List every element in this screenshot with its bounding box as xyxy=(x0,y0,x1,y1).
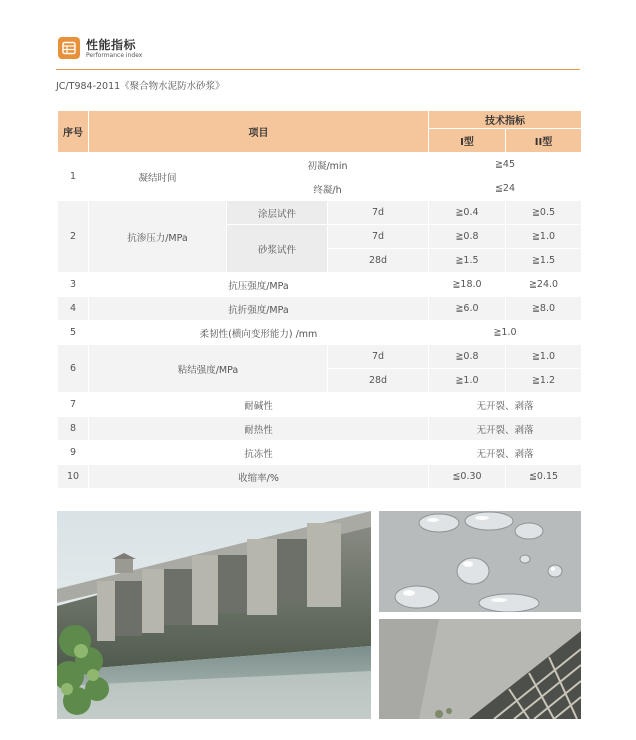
row-name: 柔韧性(横向变形能力) /mm xyxy=(89,321,429,345)
row-no: 5 xyxy=(58,321,89,345)
row-no: 6 xyxy=(58,345,89,393)
row-no: 8 xyxy=(58,417,89,441)
row-value: 无开裂、剥落 xyxy=(429,417,582,441)
row-value: ≧1.5 xyxy=(506,249,582,273)
table-row xyxy=(58,441,582,465)
row-sub: 涂层试件 xyxy=(227,201,328,225)
row-value: ≦0.30 xyxy=(429,465,506,489)
section-subtitle: Performance index xyxy=(86,52,143,59)
table-row xyxy=(58,273,582,297)
row-value: ≧1.0 xyxy=(429,369,506,393)
row-no: 2 xyxy=(58,201,89,273)
row-value: ≦0.15 xyxy=(506,465,582,489)
header-type1: I型 xyxy=(429,129,506,153)
row-name: 耐热性 xyxy=(89,417,429,441)
performance-table xyxy=(57,110,582,489)
row-no: 9 xyxy=(58,441,89,465)
row-value: 无开裂、剥落 xyxy=(429,441,582,465)
row-sub: 砂浆试件 xyxy=(227,225,328,273)
row-value: ≧1.0 xyxy=(506,225,582,249)
section-header xyxy=(56,36,580,70)
row-no: 4 xyxy=(58,297,89,321)
row-no: 10 xyxy=(58,465,89,489)
row-value: ≧0.8 xyxy=(429,225,506,249)
row-name: 抗渗压力/MPa xyxy=(89,201,227,273)
row-value: ≧8.0 xyxy=(506,297,582,321)
row-no: 3 xyxy=(58,273,89,297)
table-row xyxy=(58,465,582,489)
table-row xyxy=(58,393,582,417)
header-no: 序号 xyxy=(58,111,89,153)
row-value: ≧0.4 xyxy=(429,201,506,225)
row-value: ≧1.0 xyxy=(429,321,582,345)
header-item: 项目 xyxy=(89,111,429,153)
row-name: 耐碱性 xyxy=(89,393,429,417)
row-value: ≧6.0 xyxy=(429,297,506,321)
row-value: ≧1.5 xyxy=(429,249,506,273)
row-value: 无开裂、剥落 xyxy=(429,393,582,417)
row-value: ≦24 xyxy=(429,177,582,201)
row-value: ≧24.0 xyxy=(506,273,582,297)
table-icon xyxy=(58,37,80,59)
dam-photo xyxy=(57,511,371,719)
row-value: ≧0.8 xyxy=(429,345,506,369)
row-name: 抗冻性 xyxy=(89,441,429,465)
table-row xyxy=(58,321,582,345)
row-value: ≧18.0 xyxy=(429,273,506,297)
water-droplets-photo xyxy=(379,511,581,612)
concrete-wall-photo xyxy=(379,619,581,719)
row-name: 抗压强度/MPa xyxy=(89,273,429,297)
row-age: 7d xyxy=(328,345,429,369)
table-row xyxy=(58,201,582,225)
row-value: ≧1.2 xyxy=(506,369,582,393)
row-sub: 终凝/h xyxy=(227,177,429,201)
row-age: 7d xyxy=(328,201,429,225)
table-header-row xyxy=(58,111,582,129)
row-value: ≧0.5 xyxy=(506,201,582,225)
table-row xyxy=(58,297,582,321)
row-name: 粘结强度/MPa xyxy=(89,345,328,393)
table-row xyxy=(58,345,582,369)
standard-reference: JC/T984-2011《聚合物水泥防水砂浆》 xyxy=(56,81,225,92)
row-name: 收缩率/% xyxy=(89,465,429,489)
row-age: 28d xyxy=(328,249,429,273)
row-name: 凝结时间 xyxy=(89,153,227,201)
row-no: 1 xyxy=(58,153,89,201)
header-type2: II型 xyxy=(506,129,582,153)
row-age: 7d xyxy=(328,225,429,249)
row-value: ≧1.0 xyxy=(506,345,582,369)
row-no: 7 xyxy=(58,393,89,417)
table-row xyxy=(58,417,582,441)
header-tech: 技术指标 xyxy=(429,111,582,129)
row-name: 抗折强度/MPa xyxy=(89,297,429,321)
row-sub: 初凝/min xyxy=(227,153,429,177)
row-value: ≧45 xyxy=(429,153,582,177)
table-row xyxy=(58,153,582,177)
section-title: 性能指标 xyxy=(86,38,137,52)
row-age: 28d xyxy=(328,369,429,393)
